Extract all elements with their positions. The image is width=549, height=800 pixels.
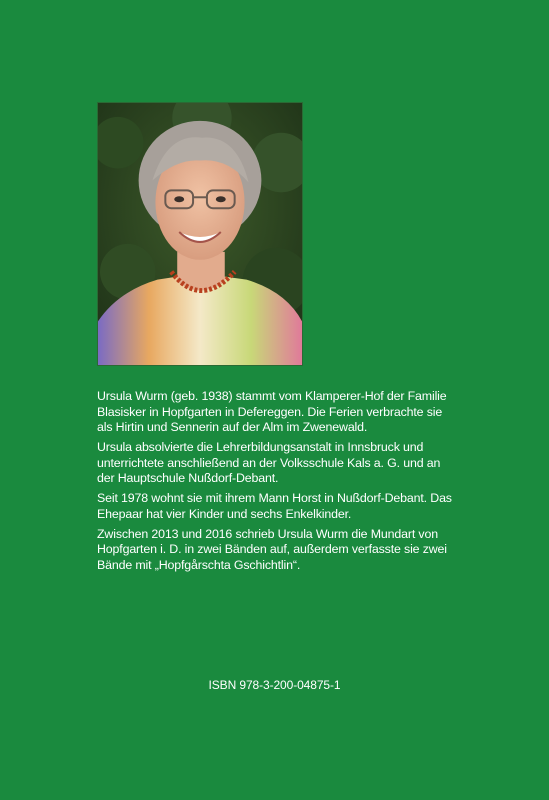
bio-paragraph-education: Ursula absolvierte die Lehrerbildungsanstalt in Innsbruck und unterrichtete anschließend an der Volksschule Kals a. G. und an der Hauptschule Nußdorf-Debant. bbox=[97, 440, 441, 485]
author-photo bbox=[97, 102, 303, 366]
isbn-number: ISBN 978-3-200-04875-1 bbox=[208, 678, 341, 692]
bio-paragraph-works: Zwischen 2013 und 2016 schrieb Ursula Wurm die Mundart von Hopfgarten i. D. in zwei Bänden auf, außerdem verfasste sie zwei Bände mit „Hopfgårschta Gschichtlin“. bbox=[97, 526, 447, 572]
bio-paragraph-family: Seit 1978 wohnt sie mit ihrem Mann Horst in Nußdorf-Debant. Das Ehepaar hat vier Kinder und sechs Enkelkinder. bbox=[97, 491, 452, 521]
author-portrait-image bbox=[98, 103, 302, 365]
bio-paragraph-origin: Ursula Wurm (geb. 1938) stammt vom Klamperer-Hof der Familie Blasisker in Hopfgarten in Defereggen. Die Ferien verbrachte sie als Hirtin und Sennerin auf der Alm im Zwenewald. bbox=[97, 389, 447, 434]
author-biography bbox=[97, 389, 457, 578]
